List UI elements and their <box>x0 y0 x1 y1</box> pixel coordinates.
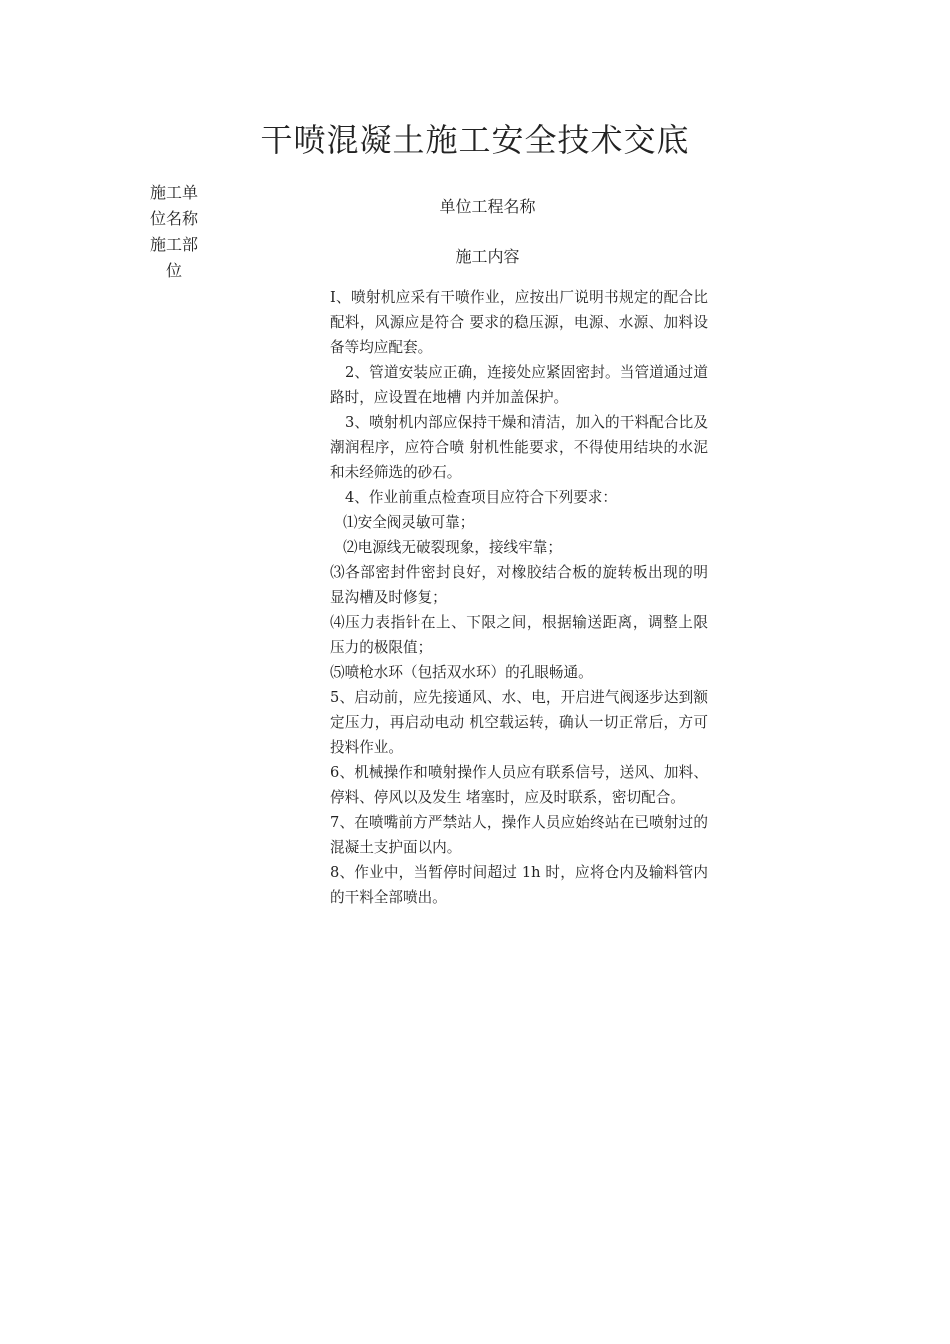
paragraph-6: 6、机械操作和喷射操作人员应有联系信号，送风、加料、停料、停风以及发生 堵塞时，应及时联系，密切配合。 <box>330 764 708 806</box>
left-label-line: 施工单 <box>149 183 198 202</box>
sub-item-3: ⑶各部密封件密封良好，对橡胶结合板的旋转板出现的明显沟槽及时修复； <box>330 564 708 606</box>
construction-content-label: 施工内容 <box>455 247 520 266</box>
left-labels <box>140 180 208 284</box>
sub-item-5: ⑸喷枪水环（包括双水环）的孔眼畅通。 <box>330 664 593 681</box>
unit-project-name-label: 单位工程名称 <box>439 197 536 216</box>
paragraph-2: 2、管道安装应正确，连接处应紧固密封。当管道通过道路时，应设置在地槽 内并加盖保护。 <box>330 364 708 406</box>
paragraph-7: 7、在喷嘴前方严禁站人，操作人员应始终站在已喷射过的混凝土支护面以内。 <box>330 814 708 856</box>
paragraph-5: 5、启动前，应先接通风、水、电，开启进气阀逐步达到额定压力，再启动电动 机空载运转，确认一切正常后，方可投料作业。 <box>330 689 708 756</box>
sub-item-1: ⑴安全阀灵敏可靠； <box>343 514 475 531</box>
left-label-line: 位 <box>165 261 182 280</box>
paragraph-3: 3、喷射机内部应保持干燥和清洁，加入的干料配合比及潮润程序，应符合喷 射机性能要求，不得使用结块的水泥和未经筛选的砂石。 <box>330 414 708 481</box>
paragraph-4: 4、作业前重点检查项目应符合下列要求： <box>345 489 617 506</box>
sub-item-2: ⑵电源线无破裂现象，接线牢靠； <box>343 539 562 556</box>
left-label-line: 施工部 <box>149 235 198 254</box>
content-body <box>330 285 708 910</box>
left-label-line: 位名称 <box>149 209 198 228</box>
paragraph-1: I、喷射机应采有干喷作业，应按出厂说明书规定的配合比配料，风源应是符合 要求的稳压源，电源、水源、加料设备等均应配套。 <box>330 289 708 356</box>
sub-item-4: ⑷压力表指针在上、下限之间，根据输送距离，调整上限压力的极限值； <box>330 614 708 656</box>
paragraph-8: 8、作业中，当暂停时间超过 1h 时，应将仓内及输料管内的干料全部喷出。 <box>330 864 708 906</box>
document-title: 干喷混凝土施工安全技术交底 <box>260 121 690 159</box>
